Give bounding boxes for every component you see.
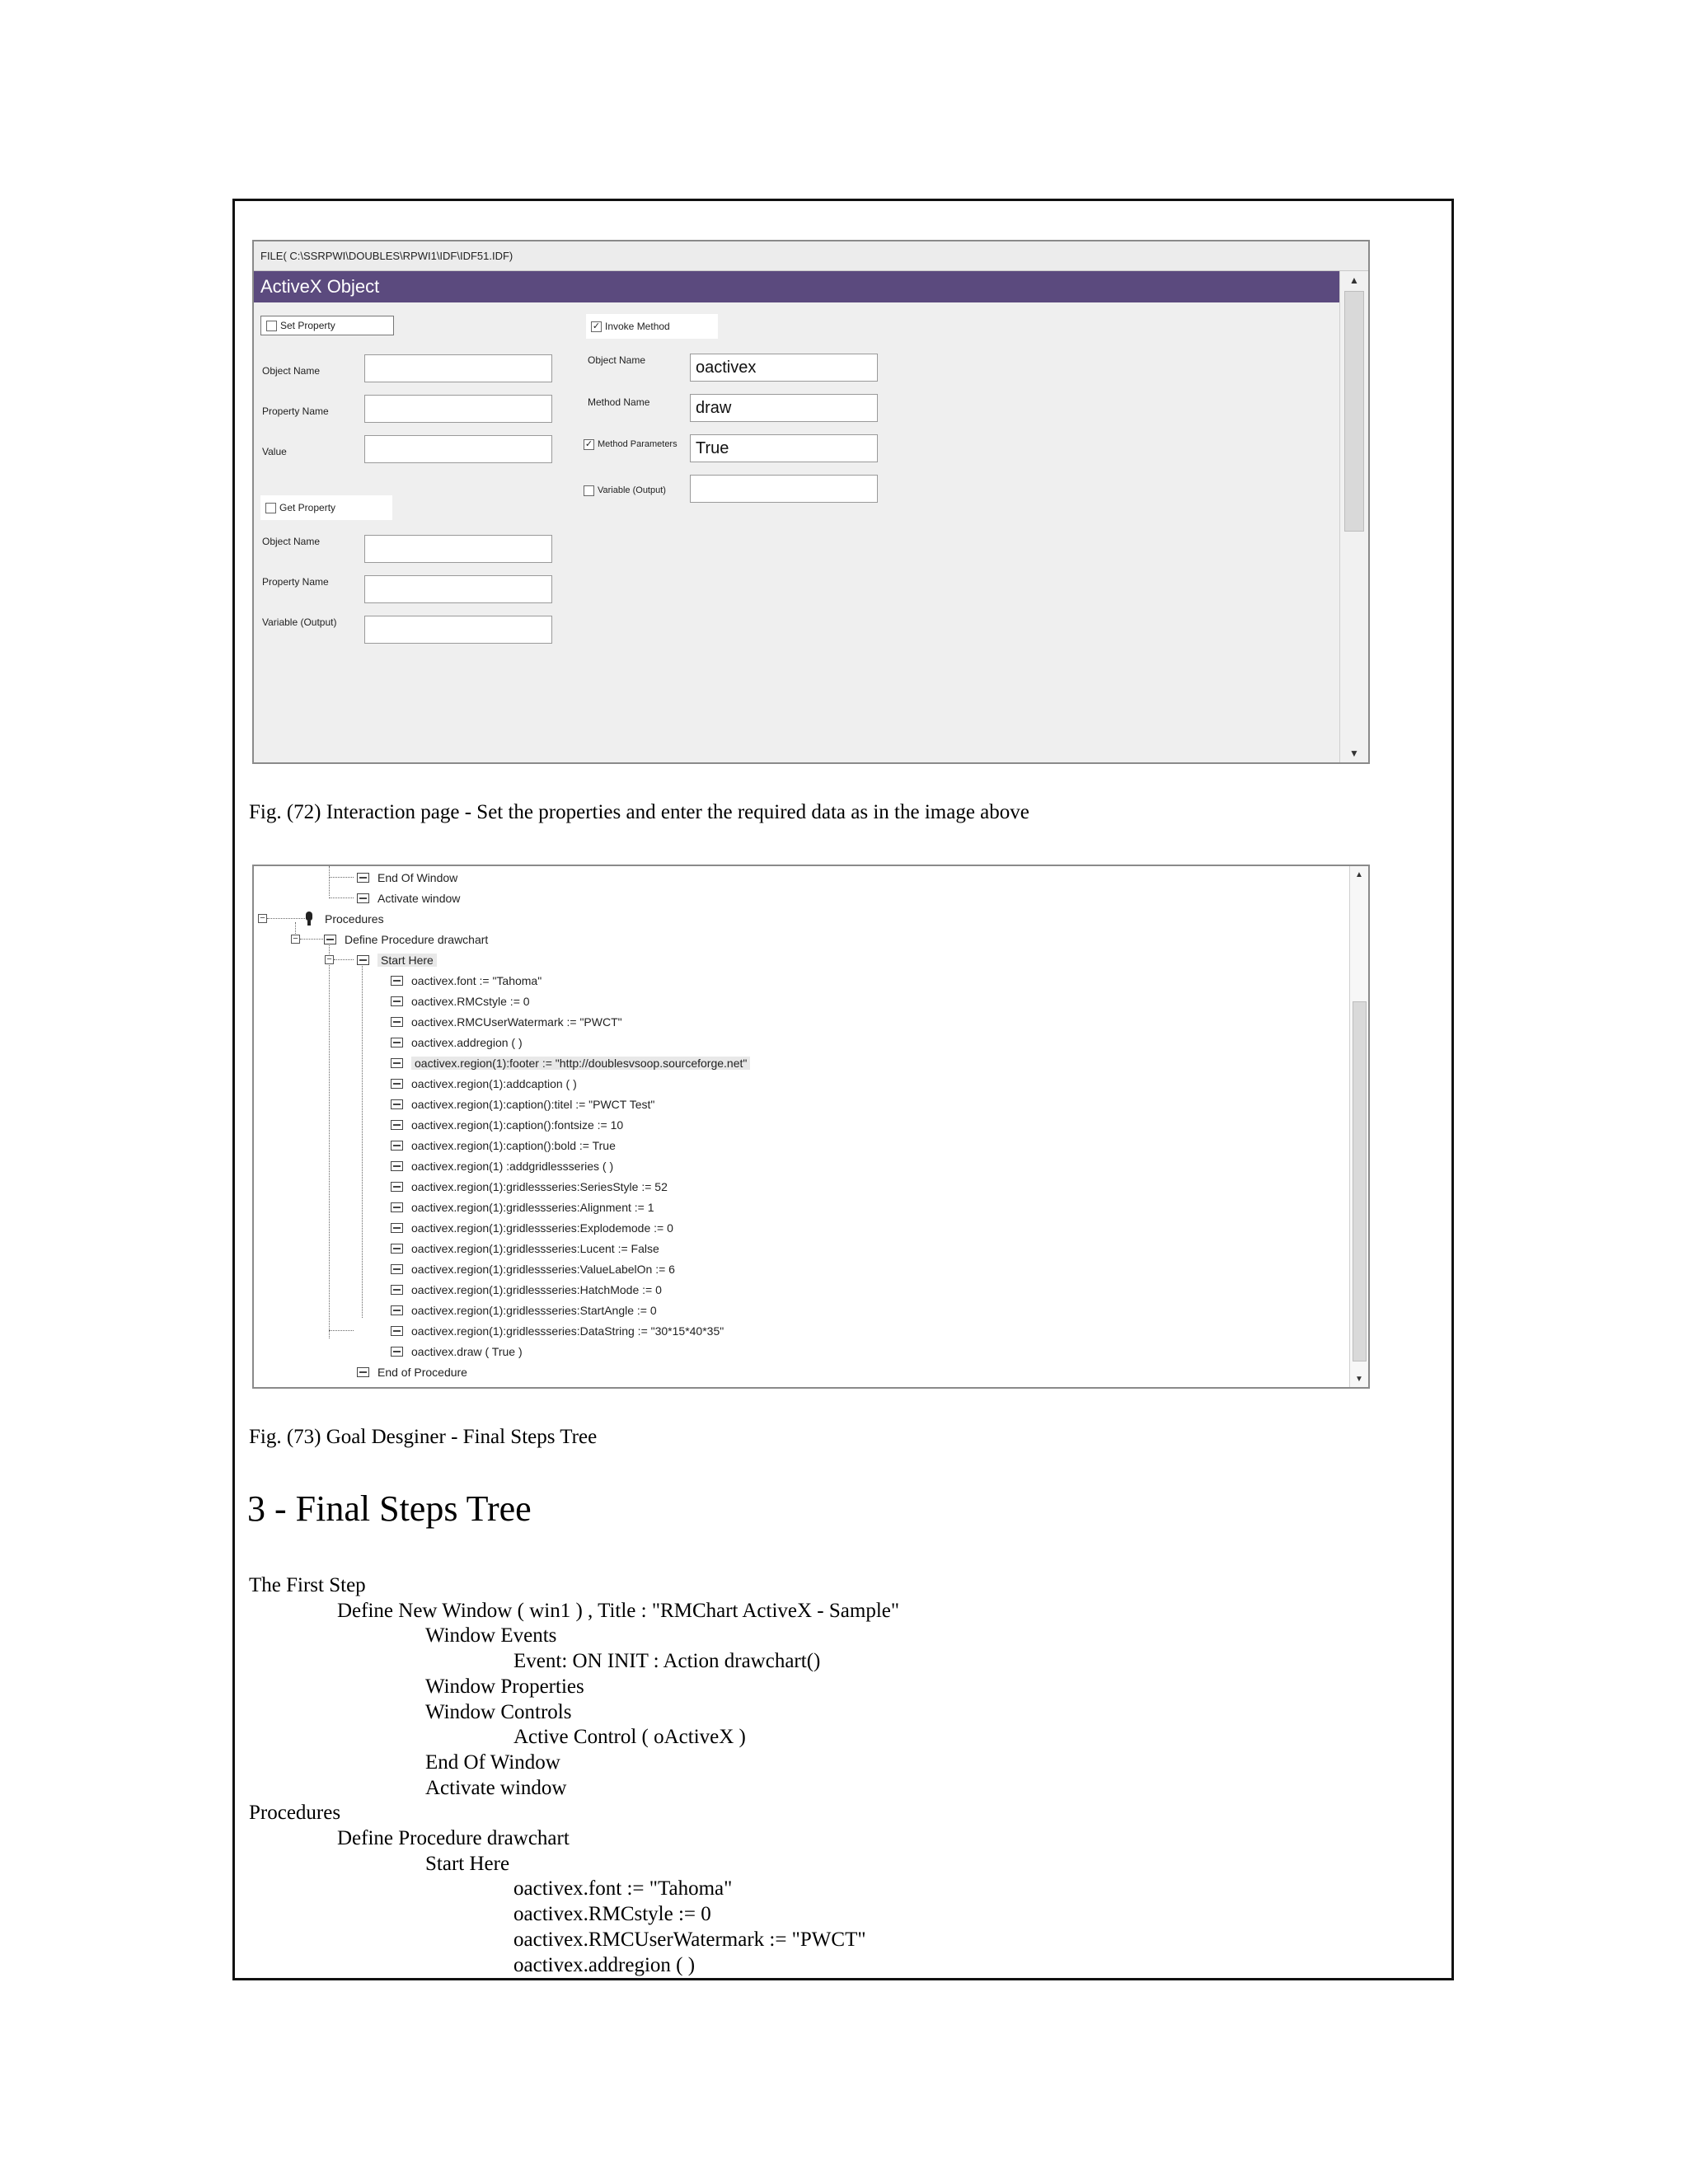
tree-node[interactable] bbox=[391, 1342, 523, 1361]
invoke-variable-field[interactable] bbox=[690, 475, 878, 503]
tree-scrollbar[interactable] bbox=[1349, 866, 1368, 1387]
procedures-collapse-icon[interactable]: − bbox=[258, 914, 267, 923]
fig72-caption: Fig. (72) Interaction page - Set the properties and enter the required data as in the image above bbox=[249, 801, 1029, 823]
get-variable-label: Variable (Output) bbox=[262, 616, 337, 628]
invoke-variable-checkbox[interactable] bbox=[584, 480, 687, 500]
tree-node[interactable] bbox=[391, 1033, 523, 1052]
step-node-icon bbox=[391, 1099, 403, 1109]
tree-node-label: Activate window bbox=[377, 892, 461, 905]
set-property-name-field[interactable] bbox=[364, 395, 552, 423]
step-line: Event: ON INIT : Action drawchart() bbox=[513, 1650, 821, 1673]
get-property-name-label: Property Name bbox=[262, 576, 329, 588]
set-object-name-label: Object Name bbox=[262, 365, 321, 377]
panel-title: ActiveX Object bbox=[254, 271, 1340, 302]
tree-node[interactable] bbox=[391, 1239, 659, 1258]
tree-node[interactable] bbox=[391, 1321, 724, 1341]
tree-scroll-up-icon[interactable]: ▲ bbox=[1355, 870, 1363, 879]
tree-node-label: oactivex.region(1):gridlessseries:SeriesStyle := 52 bbox=[411, 1180, 668, 1193]
tree-node-label: oactivex.region(1):addcaption ( ) bbox=[411, 1077, 577, 1090]
tree-node-label: oactivex.region(1):gridlessseries:Lucent := False bbox=[411, 1242, 659, 1255]
tree-node[interactable] bbox=[391, 1136, 616, 1155]
tree-node-label: oactivex.region(1):gridlessseries:DataString := "30*15*40*35" bbox=[411, 1324, 724, 1338]
drawchart-collapse-icon[interactable]: − bbox=[291, 935, 300, 944]
method-parameters-label: Method Parameters bbox=[598, 439, 678, 449]
step-node-icon bbox=[391, 1161, 403, 1171]
step-node-icon bbox=[391, 1223, 403, 1233]
step-node-icon bbox=[391, 1079, 403, 1089]
tree-node[interactable] bbox=[305, 909, 384, 929]
vertical-scrollbar[interactable] bbox=[1339, 271, 1368, 762]
set-property-name-label: Property Name bbox=[262, 405, 329, 417]
step-node-icon bbox=[391, 996, 403, 1006]
get-property-checkbox[interactable] bbox=[260, 495, 392, 520]
tree-node-label: oactivex.region(1):caption():titel := "PWCT Test" bbox=[411, 1098, 655, 1111]
invoke-method-label: Invoke Method bbox=[605, 321, 670, 332]
tree-node[interactable] bbox=[391, 1197, 654, 1217]
tree-node-label: Procedures bbox=[325, 912, 384, 926]
step-node-icon bbox=[391, 1264, 403, 1274]
tree-node-label: oactivex.region(1):gridlessseries:Explodemode := 0 bbox=[411, 1221, 673, 1235]
scroll-up-icon[interactable]: ▲ bbox=[1349, 274, 1359, 286]
step-node-icon bbox=[391, 1182, 403, 1192]
tree-node[interactable] bbox=[357, 888, 460, 908]
tree-node[interactable] bbox=[391, 1218, 673, 1238]
tree-node-label: oactivex.addregion ( ) bbox=[411, 1036, 523, 1049]
invoke-method-checkbox[interactable] bbox=[586, 314, 718, 339]
set-value-label: Value bbox=[262, 446, 287, 457]
step-node-icon bbox=[324, 935, 336, 944]
set-property-checkbox[interactable] bbox=[260, 316, 394, 335]
tree-scroll-down-icon[interactable]: ▼ bbox=[1355, 1375, 1363, 1384]
steps-tree-screenshot bbox=[252, 865, 1370, 1389]
step-line: Procedures bbox=[249, 1802, 341, 1825]
set-property-label: Set Property bbox=[280, 320, 335, 331]
get-property-check-icon bbox=[265, 503, 276, 513]
invoke-variable-label: Variable (Output) bbox=[598, 485, 666, 495]
step-node-icon bbox=[391, 1141, 403, 1151]
get-variable-field[interactable] bbox=[364, 616, 552, 644]
step-node-icon bbox=[357, 873, 369, 883]
get-property-name-field[interactable] bbox=[364, 575, 552, 603]
tree-node[interactable] bbox=[391, 1301, 657, 1320]
tree-node[interactable] bbox=[391, 971, 542, 991]
step-line: Window Properties bbox=[425, 1675, 584, 1698]
method-parameters-checkbox[interactable] bbox=[584, 434, 687, 454]
step-line: The First Step bbox=[249, 1574, 366, 1596]
method-parameters-field[interactable]: True bbox=[690, 434, 878, 462]
step-node-icon bbox=[391, 1347, 403, 1357]
tree-node[interactable] bbox=[357, 868, 457, 888]
set-object-name-field[interactable] bbox=[364, 354, 552, 382]
tree-node-label: oactivex.draw ( True ) bbox=[411, 1345, 523, 1358]
step-line: End Of Window bbox=[425, 1750, 560, 1774]
tree-node-label: End of Procedure bbox=[377, 1366, 467, 1379]
activex-object-screenshot bbox=[252, 240, 1370, 764]
tree-node-label: oactivex.region(1):caption():bold := True bbox=[411, 1139, 616, 1152]
step-node-icon bbox=[391, 1244, 403, 1254]
invoke-object-name-label: Object Name bbox=[588, 354, 646, 366]
step-line: Start Here bbox=[425, 1852, 510, 1875]
step-line: oactivex.RMCUserWatermark := "PWCT" bbox=[513, 1928, 866, 1951]
start-here-collapse-icon[interactable]: − bbox=[325, 955, 334, 964]
file-path-bar: FILE( C:\SSRPWI\DOUBLES\RPWI1\IDF\IDF51.IDF) bbox=[254, 241, 1368, 271]
step-line: oactivex.addregion ( ) bbox=[513, 1953, 696, 1976]
tree-node[interactable] bbox=[391, 1259, 675, 1279]
tree-node-label: Start Here bbox=[377, 954, 437, 967]
tree-node[interactable] bbox=[391, 1094, 654, 1114]
step-node-icon bbox=[391, 1120, 403, 1130]
step-line: Window Events bbox=[425, 1624, 557, 1647]
get-object-name-field[interactable] bbox=[364, 535, 552, 563]
method-parameters-check-icon: ✓ bbox=[584, 438, 593, 449]
tree-node-label: oactivex.region(1) :addgridlessseries ( ) bbox=[411, 1160, 614, 1173]
tree-node-label: oactivex.region(1):footer := "http://doublesvsoop.sourceforge.net" bbox=[411, 1057, 750, 1070]
step-node-icon bbox=[391, 1305, 403, 1315]
set-value-field[interactable] bbox=[364, 435, 552, 463]
scroll-thumb[interactable] bbox=[1344, 291, 1364, 532]
tree-node[interactable] bbox=[391, 1074, 577, 1094]
tree-node-label: Define Procedure drawchart bbox=[345, 933, 489, 946]
step-node-icon bbox=[391, 976, 403, 986]
step-line: Define New Window ( win1 ) , Title : "RMChart ActiveX - Sample" bbox=[337, 1599, 900, 1622]
tree-node[interactable] bbox=[357, 1362, 467, 1382]
get-property-label: Get Property bbox=[279, 502, 336, 513]
invoke-method-name-field[interactable]: draw bbox=[690, 394, 878, 422]
step-node-icon bbox=[391, 1058, 403, 1068]
step-line: Active Control ( oActiveX ) bbox=[513, 1726, 746, 1749]
invoke-method-name-label: Method Name bbox=[588, 396, 650, 408]
step-line: Define Procedure drawchart bbox=[337, 1827, 570, 1849]
invoke-variable-check-icon bbox=[584, 485, 594, 496]
tree-node[interactable] bbox=[391, 1012, 622, 1032]
set-property-check-icon bbox=[266, 321, 277, 331]
step-node-icon bbox=[357, 893, 369, 903]
step-node-icon bbox=[357, 955, 369, 965]
tree-node-label: oactivex.region(1):gridlessseries:Alignment := 1 bbox=[411, 1201, 654, 1214]
tree-node[interactable] bbox=[391, 991, 530, 1011]
get-object-name-label: Object Name bbox=[262, 536, 321, 547]
tree-node-label: oactivex.region(1):gridlessseries:ValueLabelOn := 6 bbox=[411, 1263, 675, 1276]
tree-scroll-thumb[interactable] bbox=[1353, 1001, 1367, 1361]
tree-node[interactable] bbox=[324, 930, 488, 949]
step-line: oactivex.font := "Tahoma" bbox=[513, 1877, 733, 1900]
tree-node[interactable] bbox=[391, 1115, 623, 1135]
step-node-icon bbox=[391, 1038, 403, 1047]
procedures-icon bbox=[305, 912, 313, 926]
tree-node[interactable] bbox=[357, 950, 437, 970]
tree-node-label: oactivex.font := "Tahoma" bbox=[411, 974, 542, 987]
tree-node[interactable] bbox=[391, 1156, 613, 1176]
tree-node[interactable] bbox=[391, 1177, 668, 1197]
tree-node-label: oactivex.RMCUserWatermark := "PWCT" bbox=[411, 1015, 622, 1029]
tree-node-label: oactivex.RMCstyle := 0 bbox=[411, 995, 530, 1008]
step-node-icon bbox=[391, 1202, 403, 1212]
step-line: Activate window bbox=[425, 1776, 567, 1799]
invoke-method-check-icon: ✓ bbox=[592, 321, 601, 331]
step-node-icon bbox=[391, 1326, 403, 1336]
step-node-icon bbox=[391, 1285, 403, 1295]
scroll-down-icon[interactable]: ▼ bbox=[1349, 748, 1359, 759]
tree-node-label: End Of Window bbox=[377, 871, 458, 884]
tree-node-label: oactivex.region(1):gridlessseries:HatchMode := 0 bbox=[411, 1283, 662, 1296]
step-node-icon bbox=[391, 1017, 403, 1027]
tree-node-label: oactivex.region(1):gridlessseries:StartAngle := 0 bbox=[411, 1304, 657, 1317]
invoke-object-name-field[interactable]: oactivex bbox=[690, 354, 878, 382]
tree-node-label: oactivex.region(1):caption():fontsize := 10 bbox=[411, 1118, 624, 1132]
tree-node[interactable] bbox=[391, 1280, 662, 1300]
tree-node[interactable] bbox=[391, 1053, 750, 1073]
section-heading: 3 - Final Steps Tree bbox=[247, 1488, 532, 1529]
step-line: Window Controls bbox=[425, 1700, 572, 1723]
step-line: oactivex.RMCstyle := 0 bbox=[513, 1903, 711, 1926]
step-node-icon bbox=[357, 1367, 369, 1377]
fig73-caption: Fig. (73) Goal Desginer - Final Steps Tree bbox=[249, 1426, 598, 1448]
